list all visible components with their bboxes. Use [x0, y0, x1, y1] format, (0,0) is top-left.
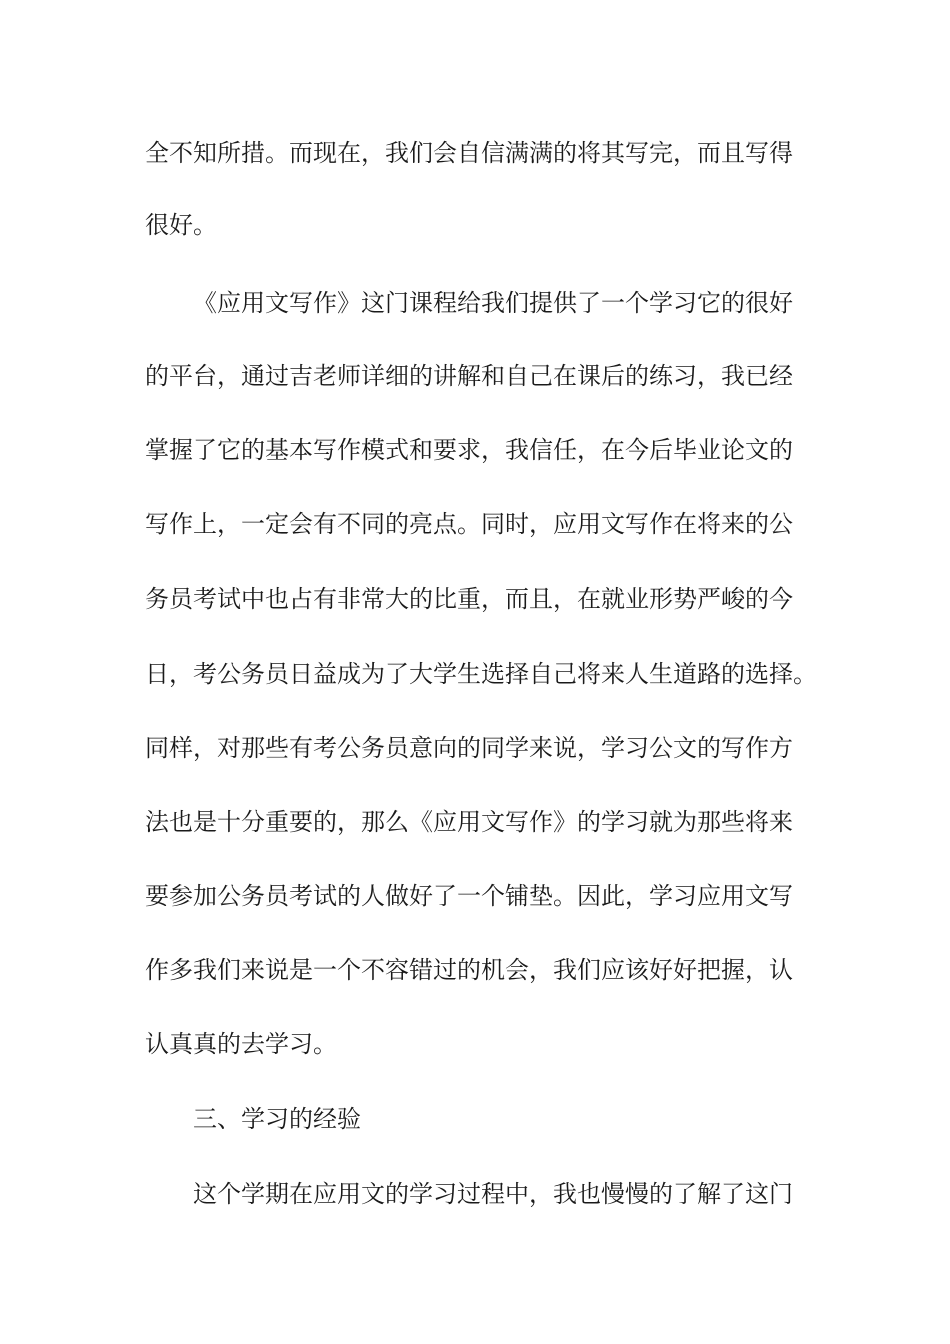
text-line-10: 法也是十分重要的，那么《应用文写作》的学习就为那些将来 [145, 808, 793, 836]
text-line-6: 写作上，一定会有不同的亮点。同时，应用文写作在将来的公 [145, 510, 793, 538]
text-line-8: 日，考公务员日益成为了大学生选择自己将来人生道路的选择。 [145, 660, 817, 688]
paragraph-start-line: 《应用文写作》这门课程给我们提供了一个学习它的很好 [193, 289, 793, 317]
text-line-13: 认真真的去学习。 [145, 1030, 337, 1058]
text-line-5: 掌握了它的基本写作模式和要求，我信任，在今后毕业论文的 [145, 436, 793, 464]
text-line-1: 全不知所措。而现在，我们会自信满满的将其写完，而且写得 [145, 139, 793, 167]
text-line-2: 很好。 [145, 211, 217, 239]
text-line-12: 作多我们来说是一个不容错过的机会，我们应该好好把握，认 [145, 956, 793, 984]
text-line-4: 的平台，通过吉老师详细的讲解和自己在课后的练习，我已经 [145, 362, 793, 390]
paragraph-start-line-2: 这个学期在应用文的学习过程中，我也慢慢的了解了这门 [193, 1180, 793, 1208]
section-heading: 三、学习的经验 [193, 1105, 361, 1133]
text-line-11: 要参加公务员考试的人做好了一个铺垫。因此，学习应用文写 [145, 882, 793, 910]
text-line-7: 务员考试中也占有非常大的比重，而且，在就业形势严峻的今 [145, 585, 793, 613]
text-line-9: 同样，对那些有考公务员意向的同学来说，学习公文的写作方 [145, 734, 793, 762]
